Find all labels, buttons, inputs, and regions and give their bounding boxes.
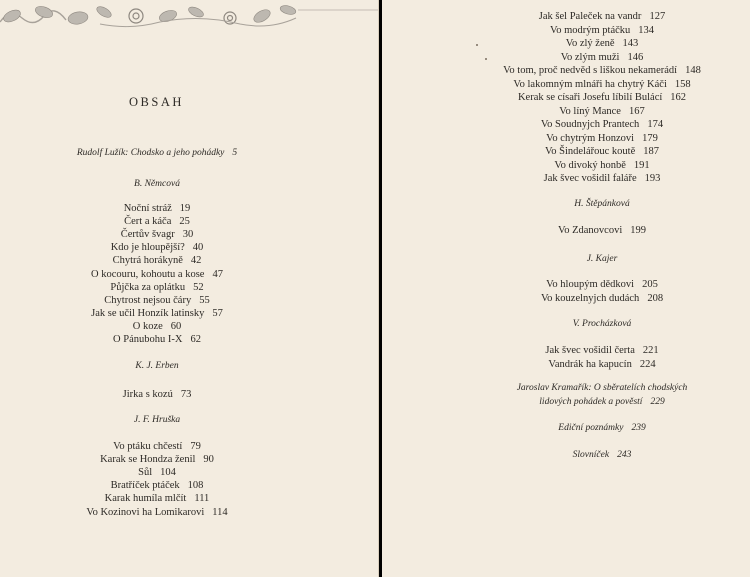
- paper-speck: [476, 44, 478, 46]
- entry-page-number: 167: [628, 105, 645, 117]
- entry-page-number: 57: [212, 307, 223, 319]
- entry-title: Vo Šindelářouc koutě: [545, 146, 636, 157]
- toc-entry: [561, 53, 643, 64]
- entry-page-number: 55: [199, 294, 210, 306]
- entry-page-number: 111: [194, 493, 210, 505]
- toc-entry: [544, 174, 661, 185]
- entry-page-number: 19: [179, 203, 191, 214]
- author-heading: [587, 255, 618, 265]
- toc-entry: [105, 494, 210, 505]
- entry-title: Vandrák ha kapucín: [548, 358, 632, 370]
- entry-page-number: 73: [180, 389, 192, 400]
- author-name: K. J. Erben: [135, 361, 179, 371]
- toc-entry: [113, 256, 202, 267]
- author-name: H. Štěpánková: [574, 199, 630, 209]
- entry-page-number: 208: [647, 292, 664, 304]
- toc-entry: [113, 335, 201, 346]
- entry-title: Vo hloupým dědkovi: [546, 279, 635, 290]
- entry-title: Jak se učil Honzík latinsky: [91, 307, 205, 319]
- toc-entry: [546, 134, 658, 145]
- toc-entry: [111, 243, 204, 254]
- entry-title: Kdo je hloupější?: [110, 242, 185, 254]
- toc-entry: [541, 120, 663, 131]
- entry-page-number: 42: [190, 255, 202, 267]
- entry-page-number: 193: [644, 173, 661, 184]
- entry-page-number: 5: [232, 148, 238, 158]
- entry-title: Rudolf Lužík: Chodsko a jeho pohádky: [76, 148, 225, 158]
- entry-page-number: 187: [643, 146, 659, 157]
- entry-title: Jak šel Paleček na vandr: [538, 11, 642, 22]
- entry-page-number: 79: [190, 441, 201, 452]
- decorative-floral-border: [0, 0, 378, 36]
- entry-page-number: 114: [212, 506, 228, 518]
- entry-title: Sůl: [138, 467, 153, 479]
- toc-entry: [559, 107, 644, 118]
- entry-page-number: 162: [670, 92, 687, 103]
- entry-page-number: 191: [633, 159, 650, 171]
- toc-entry: [566, 39, 639, 50]
- entry-page-number: 148: [685, 65, 701, 76]
- toc-entry: [513, 80, 690, 91]
- entry-title: Kerak se císaři Josefu líbilí Bulácí: [517, 92, 663, 103]
- entry-page-number: 239: [631, 423, 646, 433]
- toc-entry: [91, 309, 223, 320]
- entry-title: O Pánubohu I-X: [113, 334, 183, 345]
- entry-title: Bratříček ptáček: [110, 480, 180, 492]
- author-heading: [134, 180, 180, 190]
- toc-entry: [110, 283, 203, 294]
- entry-title: Půjčka za oplátku: [110, 281, 186, 293]
- entry-title: Slovníček: [572, 450, 610, 460]
- entry-title: Vo tom, proč nedvěd s liškou nekamerádí: [503, 65, 678, 76]
- entry-page-number: 30: [182, 229, 194, 241]
- paper-speck: [485, 58, 487, 60]
- right-page: [382, 0, 750, 577]
- author-name: J. F. Hruška: [133, 415, 181, 425]
- entry-title: Jak švec vošidil faláře: [543, 173, 637, 184]
- toc-entry: [548, 360, 655, 371]
- entry-page-number: 221: [642, 345, 659, 356]
- author-heading: [135, 362, 178, 372]
- entry-page-number: 146: [627, 51, 644, 63]
- toc-entry: [545, 346, 658, 357]
- toc-entry: [541, 294, 663, 305]
- entry-title: Vo zlý ženě: [565, 38, 615, 49]
- entry-title: Vo kouzelnyjch dudách: [540, 292, 640, 304]
- author-name: J. Kajer: [586, 254, 618, 264]
- entry-title: O kocouru, kohoutu a kose: [91, 268, 205, 280]
- toc-entry: [539, 12, 665, 23]
- entry-title: Vo chytrým Honzovi: [546, 132, 635, 144]
- entry-title: Jirka s kozú: [122, 389, 173, 400]
- essay-title-line-1: Jaroslav Kramařík: O sběratelích chodských: [516, 383, 688, 393]
- entry-title: Vo divoký honbě: [554, 159, 626, 171]
- entry-title: Chytrost nejsou čáry: [104, 294, 192, 306]
- toc-entry: [124, 204, 191, 215]
- entry-page-number: 174: [647, 119, 664, 130]
- entry-page-number: 158: [674, 78, 691, 90]
- toc-entry: [123, 390, 192, 401]
- contents-title-text: OBSAH: [129, 95, 184, 109]
- toc-entry: [558, 424, 645, 434]
- author-heading: [574, 200, 629, 210]
- entry-title: Vo ptáku chčestí: [113, 441, 183, 452]
- entry-page-number: 127: [649, 11, 666, 22]
- toc-entry: [121, 230, 193, 241]
- entry-title: Vo líný Mance: [559, 105, 621, 117]
- toc-entry: [138, 468, 176, 479]
- toc-entry: [100, 455, 214, 466]
- toc-entry: [91, 270, 223, 281]
- toc-entry: [545, 147, 659, 158]
- contents-title: [129, 96, 184, 109]
- toc-entry: [503, 66, 701, 77]
- entry-title: Čert a káča: [124, 216, 172, 228]
- entry-page-number: 108: [187, 480, 204, 492]
- toc-entry: [104, 296, 209, 307]
- entry-page-number: 179: [642, 132, 658, 144]
- entry-title: Noční stráž: [123, 203, 172, 214]
- entry-title: Vo Kozinovi ha Lomikarovi: [86, 506, 205, 518]
- entry-page-number: 134: [638, 24, 655, 36]
- entry-title: O koze: [132, 320, 163, 332]
- essay-title-line-2: lidových pohádek a pověstí: [539, 397, 643, 407]
- entry-title: Jak švec vošidil čerta: [545, 345, 635, 356]
- entry-page-number: 243: [617, 450, 632, 460]
- entry-page-number: 60: [170, 320, 182, 332]
- author-heading: [573, 320, 632, 330]
- toc-entry: [77, 149, 237, 159]
- author-heading: [134, 416, 180, 426]
- entry-title: Vo modrým ptáčku: [549, 24, 631, 36]
- toc-entry: [518, 93, 686, 104]
- essay-entry-line-1: [517, 384, 688, 394]
- entry-title: Vo lakomným mlnáři ha chytrý Káči: [513, 78, 667, 90]
- entry-page-number: 224: [639, 358, 656, 370]
- entry-title: Čertův švagr: [120, 229, 175, 241]
- entry-page-number: 62: [190, 334, 201, 345]
- entry-title: Vo Soudnyjch Prantech: [540, 119, 640, 130]
- toc-entry: [546, 280, 658, 291]
- essay-entry-line-2: [539, 398, 664, 408]
- entry-page-number: 52: [193, 281, 204, 293]
- toc-entry: [133, 322, 182, 333]
- entry-title: Chytrá horákyně: [112, 255, 183, 267]
- entry-page-number: 229: [650, 397, 665, 407]
- toc-entry: [111, 481, 204, 492]
- entry-title: Vo Zdanovcovi: [557, 225, 623, 236]
- entry-page-number: 25: [179, 216, 190, 228]
- toc-entry: [558, 226, 646, 237]
- toc-entry: [86, 508, 227, 519]
- toc-entry: [554, 161, 649, 172]
- entry-page-number: 205: [642, 279, 658, 290]
- entry-page-number: 40: [192, 242, 204, 254]
- entry-title: Karak se Hondza ženil: [100, 454, 196, 466]
- author-name: B. Němcová: [134, 179, 180, 189]
- toc-entry: [124, 217, 190, 228]
- toc-entry: [113, 442, 201, 453]
- entry-page-number: 47: [212, 268, 223, 280]
- entry-title: Vo zlým muži: [560, 51, 620, 63]
- toc-entry: [573, 451, 632, 461]
- entry-page-number: 199: [630, 225, 647, 236]
- toc-entry: [550, 26, 654, 37]
- entry-title: Ediční poznámky: [558, 423, 624, 433]
- author-name: V. Procházková: [572, 319, 632, 329]
- entry-page-number: 90: [203, 454, 214, 466]
- entry-page-number: 104: [160, 467, 176, 479]
- entry-title: Karak humíla mlčít: [104, 493, 187, 505]
- entry-page-number: 143: [622, 38, 639, 49]
